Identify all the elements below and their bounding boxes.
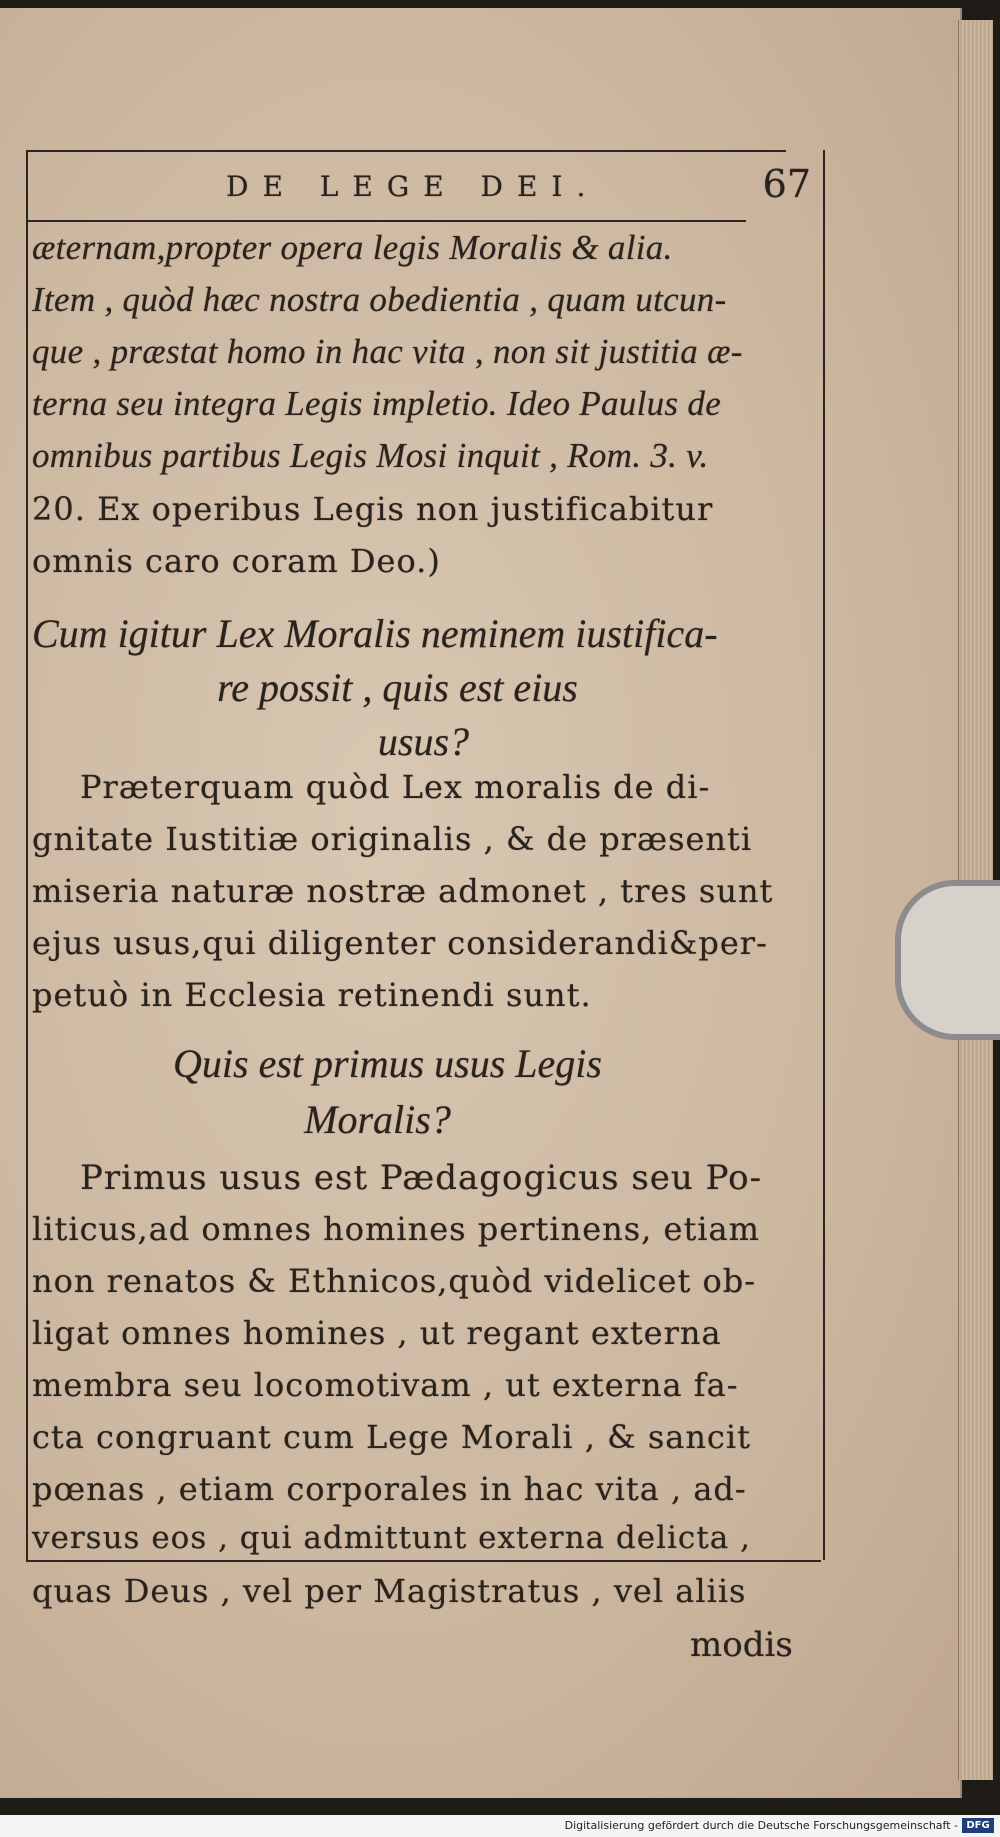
question-heading: Cum igitur Lex Moralis neminem iustifica- <box>32 611 718 656</box>
running-head: DE LEGE DEI. <box>226 170 600 203</box>
dfg-logo-icon: DFG <box>962 1818 994 1833</box>
header-rule <box>26 220 746 222</box>
answer-line: ejus usus,qui diligenter considerandi&per- <box>32 924 768 962</box>
question-heading: Quis est primus usus Legis <box>173 1041 602 1086</box>
question-heading: re possit , quis est eius <box>217 665 578 710</box>
page-number: 67 <box>762 162 811 206</box>
answer-line: gnitate Iustitiæ originalis , & de præsenti <box>32 820 753 858</box>
answer-line: liticus,ad omnes homines pertinens, etiam <box>32 1210 760 1248</box>
answer-line: miseria naturæ nostræ admonet , tres sunt <box>32 872 774 910</box>
answer-line: Primus usus est Pædagogicus seu Po- <box>80 1158 763 1198</box>
answer-line: Præterquam quòd Lex moralis de di- <box>80 768 711 806</box>
bottom-rule <box>26 1560 821 1562</box>
answer-line: membra seu locomotivam , ut externa fa- <box>32 1366 739 1404</box>
question-heading: Moralis? <box>304 1097 451 1142</box>
text-line: Item , quòd hæc nostra obedientia , quam utcun- <box>32 280 727 319</box>
text-line: terna seu integra Legis impletio. Ideo Paulus de <box>32 384 722 423</box>
answer-line: pœnas , etiam corporales in hac vita , ad- <box>32 1470 747 1508</box>
text-line: que , præstat homo in hac vita , non sit justitia æ- <box>32 332 743 371</box>
answer-line: versus eos , qui admittunt externa delicta , <box>32 1520 751 1556</box>
text-line: omnibus partibus Legis Mosi inquit , Rom. 3. v. <box>32 436 709 475</box>
text-line: æternam,propter opera legis Moralis & alia. <box>32 228 673 267</box>
top-rule <box>26 150 786 152</box>
answer-line: petuò in Ecclesia retinendi sunt. <box>32 976 592 1014</box>
answer-line: ligat omnes homines , ut regant externa <box>32 1314 722 1352</box>
answer-line: non renatos & Ethnicos,quòd videlicet ob- <box>32 1262 757 1300</box>
funding-credit: Digitalisierung gefördert durch die Deutsche Forschungsgemeinschaft - <box>564 1819 958 1832</box>
running-header <box>26 158 821 218</box>
text-line: omnis caro coram Deo.) <box>32 542 441 580</box>
question-heading: usus? <box>377 719 470 764</box>
answer-line: quas Deus , vel per Magistratus , vel aliis <box>32 1572 747 1610</box>
digitization-footer <box>0 1815 1000 1837</box>
clasp <box>895 880 1000 1040</box>
text-line: 20. Ex operibus Legis non justificabitur <box>32 490 714 528</box>
catchword: modis <box>690 1625 793 1665</box>
answer-line: cta congruant cum Lege Morali , & sancit <box>32 1418 751 1456</box>
